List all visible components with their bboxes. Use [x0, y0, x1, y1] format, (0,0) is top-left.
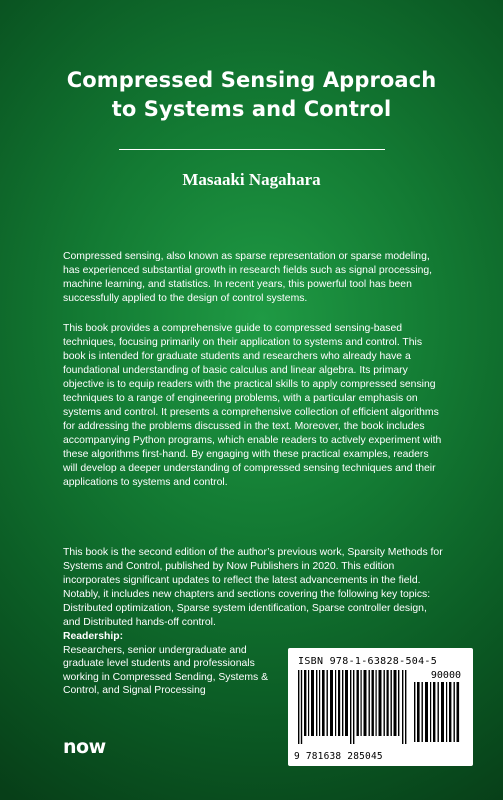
- author-name: Masaaki Nagahara: [182, 170, 321, 189]
- isbn-barcode: [288, 648, 473, 766]
- readership-label: Readership:: [63, 631, 124, 642]
- title-divider: [119, 149, 385, 150]
- blurb-paragraph-2: This book provides a comprehensive guide to compressed sensing-based techniques, focusing primarily on their application to systems and control. This book is intended for graduate students and researchers who already have a foundational understanding of basic calculus and linear algebra. Its primary objective is to equip readers with the practical skills to apply compressed sensing techniques to a range of engineering problems, with a particular emphasis on systems and control. It presents a comprehensive collection of efficient algorithms for addressing the problems discussed in the text. Moreover, the book includes accompanying Python programs, which enable readers to actively experiment with these algorithms first-hand. By engaging with these practical examples, readers will develop a deeper understanding of compressed sensing techniques and their applications to systems and control.: [63, 323, 442, 488]
- readership-text: Researchers, senior undergraduate and graduate level students and professionals working in Compressed Sending, Systems & Control, and Signal Processing: [63, 644, 269, 696]
- readership-section: [63, 630, 283, 698]
- barcode-digits: 9 781638 285045: [294, 751, 383, 762]
- publisher-logo: now: [63, 736, 106, 758]
- title-line-2: to Systems and Control: [111, 97, 392, 121]
- book-title: [40, 66, 463, 124]
- isbn-text: ISBN 978-1-63828-504-5: [298, 656, 438, 667]
- barcode-bars-icon: [298, 670, 410, 744]
- price-code: 90000: [430, 670, 461, 681]
- price-addon-bars-icon: [414, 682, 460, 742]
- title-line-1: Compressed Sensing Approach: [66, 68, 437, 92]
- blurb-paragraph-3: This book is the second edition of the author’s previous work, Sparsity Methods for Systems and Control, published by Now Publishers in 2020. This edition incorporates significant updates to reflect the latest advancements in the field. Notably, it includes new chapters and sections covering the following key topics: Distributed optimization, Sparse system identification, Sparse controller design, and Distributed hands-off control.: [63, 547, 443, 628]
- blurb-paragraph-1: Compressed sensing, also known as sparse representation or sparse modeling, has experienced substantial growth in research fields such as signal processing, machine learning, and statistics. In recent years, this powerful tool has been successfully applied to the design of control systems.: [63, 251, 433, 304]
